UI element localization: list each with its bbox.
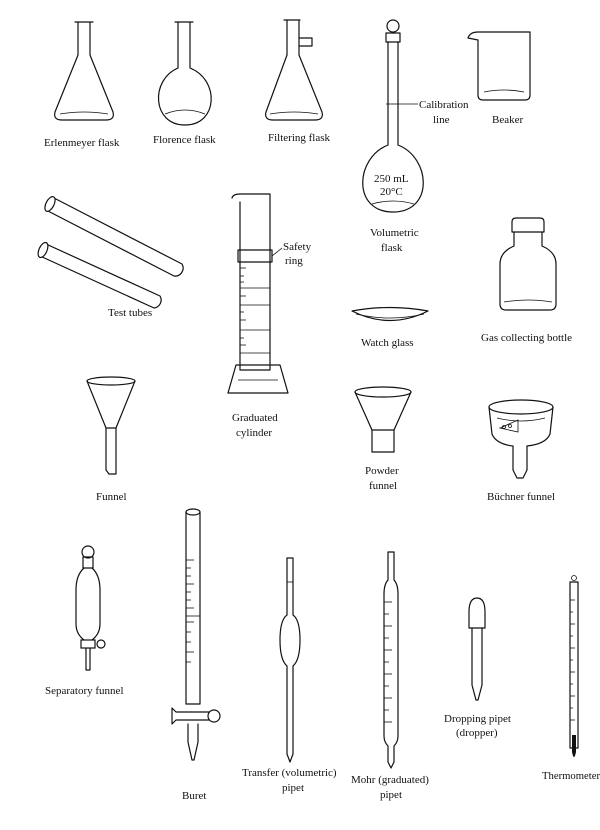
watch-glass-label: Watch glass [361, 337, 414, 349]
dropping-pipet [444, 598, 511, 739]
mohr-pipet [351, 552, 429, 801]
funnel [87, 377, 135, 503]
graduated-label-2: cylinder [236, 427, 273, 439]
powder-label-1: Powder [365, 465, 399, 477]
mohr-label-1: Mohr (graduated) [351, 774, 429, 786]
transfer-pipet [242, 558, 337, 794]
thermometer-label: Thermometer [542, 770, 600, 782]
stopper [387, 20, 399, 32]
beaker [468, 32, 530, 126]
test-tubes-label: Test tubes [108, 307, 153, 319]
mohr-label-2: pipet [380, 789, 402, 801]
buret [172, 509, 220, 802]
safety-ring-label-2: ring [285, 255, 303, 267]
gas-bottle-label: Gas collecting bottle [481, 332, 573, 344]
transfer-label-1: Transfer (volumetric) [242, 767, 337, 779]
thermometer [542, 576, 600, 783]
erlenmeyer-label: Erlenmeyer flask [44, 137, 120, 149]
safety-ring-label-1: Safety [283, 241, 312, 253]
volumetric-temp-text: 20°C [380, 186, 403, 198]
thermometer-scale [570, 600, 575, 720]
calibration-label-1: Calibration [419, 99, 469, 111]
graduated-cylinder [228, 194, 312, 439]
dropping-label-2: (dropper) [456, 727, 498, 739]
separatory-funnel [45, 546, 124, 697]
buchner-label: Büchner funnel [487, 491, 556, 503]
volumetric-label-2: flask [381, 242, 403, 254]
mohr-scale [384, 602, 392, 722]
dropping-label-1: Dropping pipet [444, 713, 511, 725]
calibration-label-2: line [433, 114, 450, 126]
buret-scale [186, 560, 194, 662]
graduated-label-1: Graduated [232, 412, 278, 424]
separatory-label: Separatory funnel [45, 685, 124, 697]
florence-label: Florence flask [153, 134, 216, 146]
volumetric-label-1: Volumetric [370, 227, 419, 239]
buret-label: Buret [182, 790, 207, 802]
transfer-label-2: pipet [282, 782, 304, 794]
funnel-label: Funnel [96, 491, 127, 503]
volumetric-volume-text: 250 mL [374, 173, 409, 185]
gas-collecting-bottle [481, 218, 572, 344]
watch-glass [352, 308, 428, 350]
cylinder-scale [240, 268, 246, 345]
filtering-flask [266, 20, 331, 144]
florence-flask [153, 22, 216, 146]
filtering-label: Filtering flask [268, 132, 331, 144]
powder-funnel [355, 387, 411, 492]
erlenmeyer-flask [44, 22, 120, 149]
buchner-funnel [487, 400, 555, 503]
beaker-label: Beaker [492, 114, 524, 126]
powder-label-2: funnel [369, 480, 398, 492]
test-tubes [36, 195, 183, 319]
volumetric-flask [363, 20, 469, 254]
